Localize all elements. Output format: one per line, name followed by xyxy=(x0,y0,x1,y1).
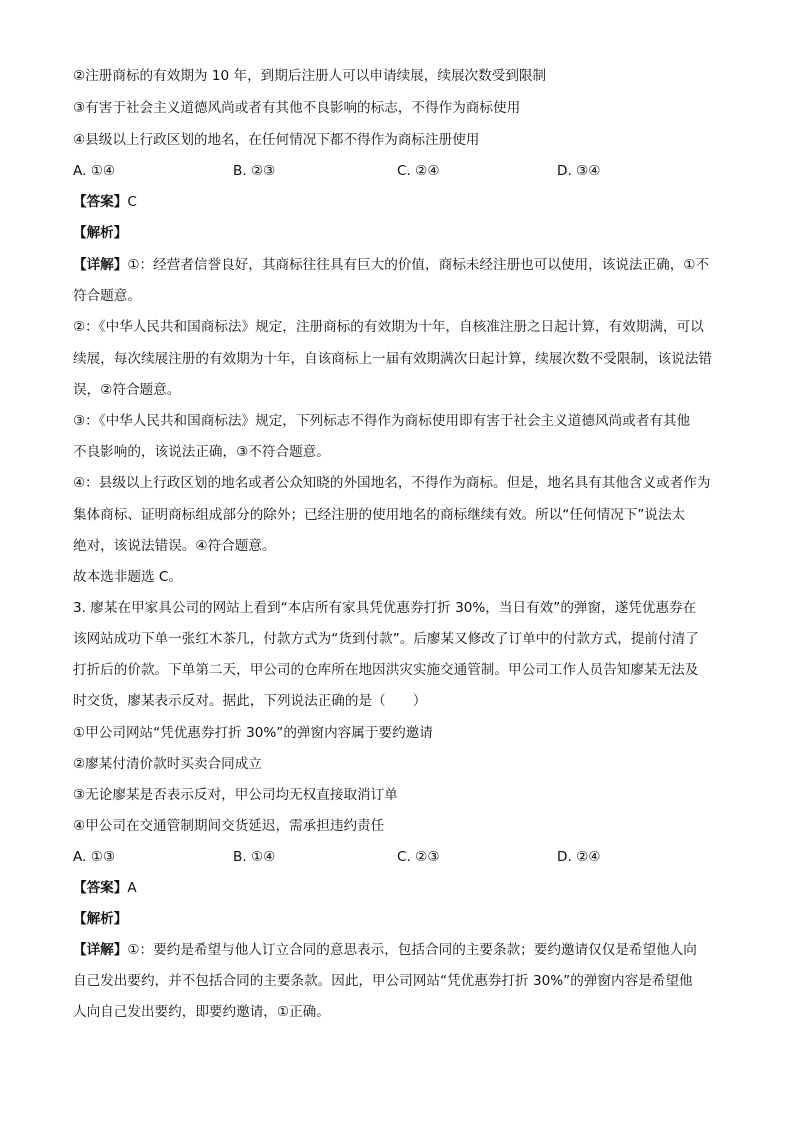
q2-detail-line: 绝对，该说法错误。④符合题意。 xyxy=(73,538,276,554)
q2-detail-line: 续展，每次续展注册的有效期为十年，自该商标上一届有效期满次日起计算，续展次数不受限制，该说法错 xyxy=(73,351,712,367)
answer-value: A xyxy=(127,880,137,896)
q3-option-a: A. ①③ xyxy=(73,849,116,865)
q2-option-a: A. ①④ xyxy=(73,163,116,179)
q3-stem-line: 打折后的价款。下单第二天，甲公司的仓库所在地因洪灾实施交通管制。甲公司工作人员告知廖某无法及 xyxy=(73,662,699,678)
q3-answer xyxy=(73,879,137,897)
q3-statement-1: ①甲公司网站“凭优惠券打折 30%”的弹窗内容属于要约邀请 xyxy=(73,725,433,741)
q3-stem-line: 时交货，廖某表示反对。据此，下列说法正确的是（ ） xyxy=(73,693,427,709)
q2-statement-2: ②注册商标的有效期为 10 年，到期后注册人可以申请续展，续展次数受到限制 xyxy=(73,68,547,84)
q3-detail-line: 自己发出要约，并不包括合同的主要条款。因此，甲公司网站“凭优惠券打折 30%”的弹窗内容是希望他 xyxy=(73,973,693,989)
answer-tag: 【答案】 xyxy=(73,194,128,210)
q3-statement-4: ④甲公司在交通管制期间交货延迟，需承担违约责任 xyxy=(73,818,385,834)
q2-conclusion: 故本选非题选 C。 xyxy=(73,569,182,585)
q2-statement-3: ③有害于社会主义道德风尚或者有其他不良影响的标志，不得作为商标使用 xyxy=(73,100,521,116)
q2-option-d: D. ③④ xyxy=(557,163,601,179)
answer-tag: 【答案】 xyxy=(73,880,128,896)
q2-detail-line: 【详解】①：经营者信誉良好，其商标往往具有巨大的价值，商标未经注册也可以使用，该说法正确，①不 xyxy=(73,257,710,273)
q2-detail-line: 集体商标、证明商标组成部分的除外；已经注册的使用地名的商标继续有效。所以“任何情况下”说法太 xyxy=(73,507,686,523)
q2-option-c: C. ②④ xyxy=(397,163,440,179)
q3-option-b: B. ①④ xyxy=(233,849,276,865)
q2-statement-4: ④县级以上行政区划的地名，在任何情况下都不得作为商标注册使用 xyxy=(73,132,480,148)
q2-detail-line: 不良影响的，该说法正确，③不符合题意。 xyxy=(73,444,330,460)
q2-answer xyxy=(73,193,137,211)
answer-value: C xyxy=(127,194,137,210)
detail-tag: 【详解】 xyxy=(73,257,128,273)
q3-statement-2: ②廖某付清价款时买卖合同成立 xyxy=(73,756,262,772)
detail-tag: 【详解】 xyxy=(73,942,128,958)
q2-detail-line: 符合题意。 xyxy=(73,288,141,304)
q2-detail-line: ②：《中华人民共和国商标法》规定，注册商标的有效期为十年，自核准注册之日起计算，有效期满，可以 xyxy=(73,319,704,335)
q2-analysis-tag: 【解析】 xyxy=(73,225,128,241)
q3-stem-line: 3. 廖某在甲家具公司的网站上看到“本店所有家具凭优惠券打折 30%，当日有效”的弹窗，遂凭优惠券在 xyxy=(73,600,697,616)
q3-detail-line: 【详解】①：要约是希望与他人订立合同的意思表示，包括合同的主要条款；要约邀请仅仅是希望他人向 xyxy=(73,942,697,958)
q2-option-b: B. ②③ xyxy=(233,163,276,179)
q2-detail-line: ③：《中华人民共和国商标法》规定，下列标志不得作为商标使用即有害于社会主义道德风尚或者有其他 xyxy=(73,413,691,429)
q3-stem-line: 该网站成功下单一张红木茶几，付款方式为“货到付款”。后廖某又修改了订单中的付款方式，提前付清了 xyxy=(73,631,699,647)
q3-statement-3: ③无论廖某是否表示反对，甲公司均无权直接取消订单 xyxy=(73,787,398,803)
q2-detail-line: ④：县级以上行政区划的地名或者公众知晓的外国地名，不得作为商标。但是，地名具有其他含义或者作为 xyxy=(73,475,711,491)
q3-analysis-tag: 【解析】 xyxy=(73,911,128,927)
q3-detail-line: 人向自己发出要约，即要约邀请，①正确。 xyxy=(73,1004,330,1020)
q2-detail-line: 误，②符合题意。 xyxy=(73,382,181,398)
q3-option-d: D. ②④ xyxy=(557,849,601,865)
q3-option-c: C. ②③ xyxy=(397,849,440,865)
